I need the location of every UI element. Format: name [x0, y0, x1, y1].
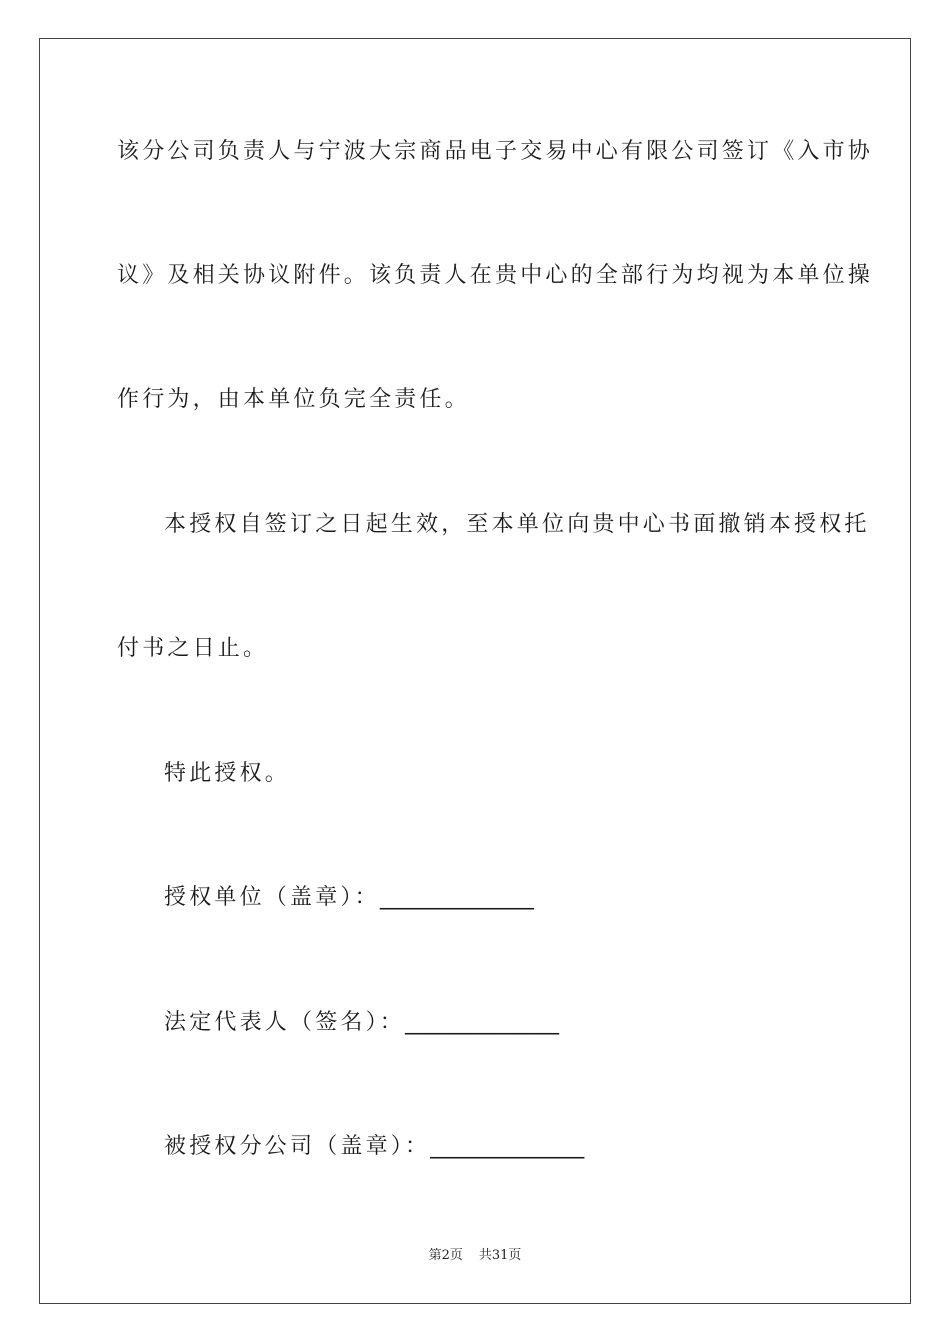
signature-field-legal-representative: [164, 1008, 559, 1038]
paragraph-line: 付书之日止。: [117, 636, 269, 661]
signature-blank: ______________: [430, 1134, 585, 1159]
page-number: 第2页: [428, 1248, 463, 1263]
signature-label: 法定代表人（签名）：: [164, 1010, 406, 1035]
paragraph-line: 作行为，由本单位负完全责任。: [117, 387, 470, 412]
paragraph-line: 该分公司负责人与宁波大宗商品电子交易中心有限公司签订《入市协: [117, 139, 874, 164]
signature-blank: ______________: [379, 885, 534, 910]
page-footer: [0, 1247, 950, 1265]
paragraph-line: 本授权自签订之日起生效，至本单位向贵中心书面撤销本授权托: [164, 512, 870, 537]
page-total: 共31页: [478, 1248, 522, 1263]
signature-label: 授权单位（盖章）：: [164, 885, 380, 910]
paragraph-line: 议》及相关协议附件。该负责人在贵中心的全部行为均视为本单位操: [117, 263, 874, 288]
signature-blank: ______________: [405, 1010, 560, 1035]
signature-field-authorized-branch: [164, 1132, 584, 1162]
signature-field-authorizing-unit: [164, 883, 534, 913]
signature-label: 被授权分公司（盖章）：: [164, 1134, 431, 1159]
page-border: [39, 38, 911, 1304]
closing-statement: 特此授权。: [164, 761, 291, 786]
